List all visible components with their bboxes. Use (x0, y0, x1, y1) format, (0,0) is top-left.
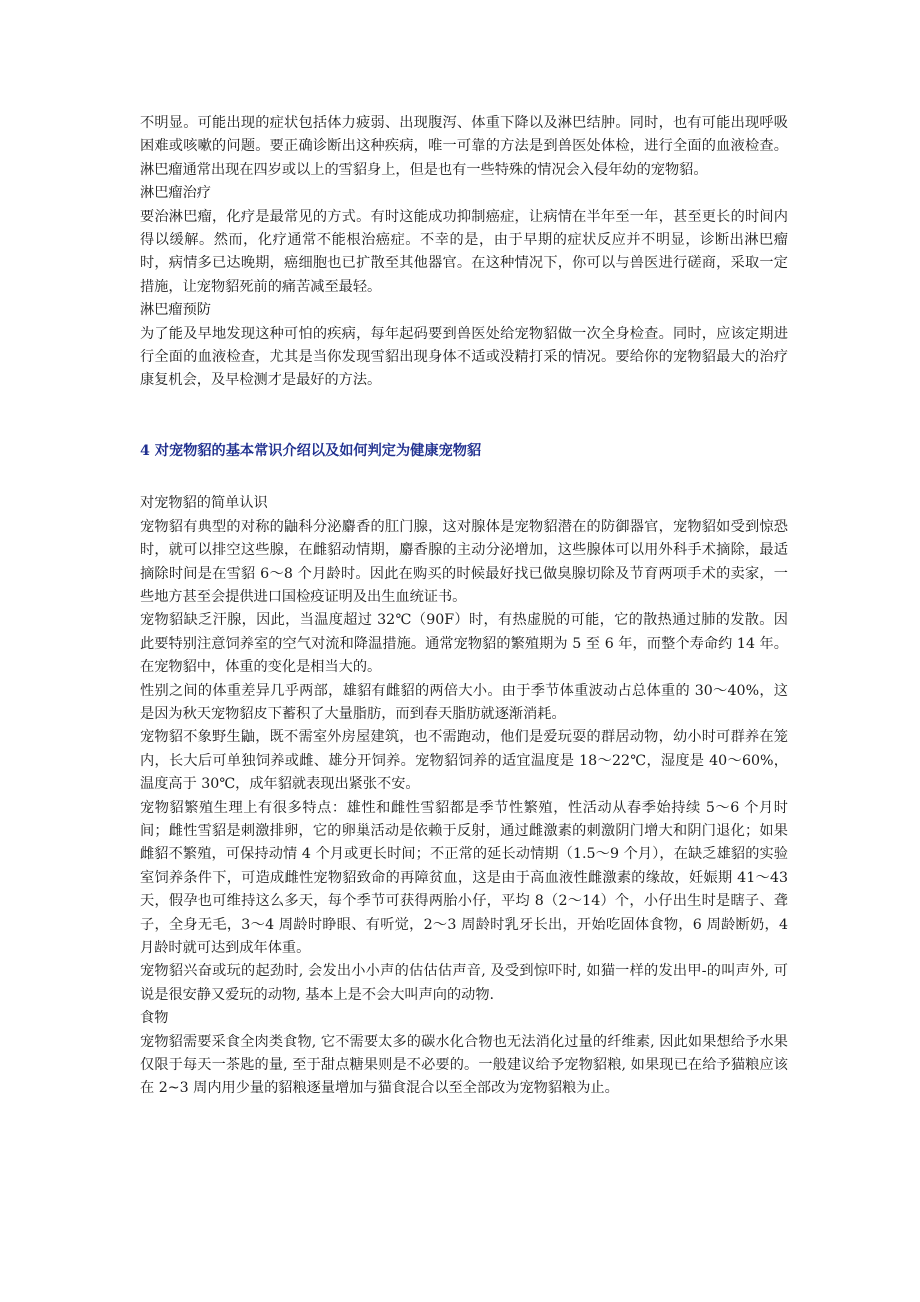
section-title-ferret-basics: 4 对宠物貂的基本常识介绍以及如何判定为健康宠物貂 (140, 442, 482, 459)
paragraph-lymphoma-prevention: 为了能及早地发现这种可怕的疾病，每年起码要到兽医处给宠物貂做一次全身检查。同时，应该定期进行全面的血液检查，尤其是当你发现雪貂出现身体不适或没精打采的情况。要给你的宠物貂最大的治疗康复机会，及早检测才是最好的方法。 (140, 325, 788, 389)
document-page (140, 112, 788, 1101)
heading-lymphoma-prevention: 淋巴瘤预防 (140, 302, 211, 319)
paragraph-housing: 宠物貂不象野生鼬，既不需室外房屋建筑，也不需跑动，他们是爱玩耍的群居动物，幼小时可群养在笼内，长大后可单独饲养或雌、雄分开饲养。宠物貂饲养的适宜温度是 18～22℃，湿度是 40～60%，温度高于 30℃，成年貂就表现出紧张不安。 (140, 729, 788, 793)
paragraph-sweat-glands: 宠物貂缺乏汗腺，因此，当温度超过 32℃（90F）时，有热虚脱的可能，它的散热通过肺的发散。因此要特别注意饲养室的空气对流和降温措施。通常宠物貂的繁殖期为 5 至 6 年，而整个寿命约 14 年。在宠物貂中，体重的变化是相当大的。 (140, 612, 788, 676)
paragraph-food: 宠物貂需要采食全肉类食物, 它不需要太多的碳水化合物也无法消化过量的纤维素, 因此如果想给予水果仅限于每天一茶匙的量, 至于甜点糖果则是不必要的。一般建议给予宠物貂粮, 如果现已在给予猫粮应该在 2~3 周内用少量的貂粮逐量增加与猫食混合以至全部改为宠物貂粮为止。 (140, 1033, 788, 1097)
paragraph-sounds: 宠物貂兴奋或玩的起劲时, 会发出小小声的估估估声音, 及受到惊吓时, 如猫一样的发出甲-的叫声外, 可说是很安静又爱玩的动物, 基本上是不会大叫声向的动物. (140, 963, 788, 1003)
paragraph-reproduction: 宠物貂繁殖生理上有很多特点：雄性和雌性雪貂都是季节性繁殖，性活动从春季始持续 5～6 个月时间；雌性雪貂是刺激排卵，它的卵巢活动是依赖于反射，通过雌激素的刺激阴门增大和阴门退化；如果雌貂不繁殖，可保持动情 4 个月或更长时间；不正常的延长动情期（1.5～9 个月），在缺乏雄貂的实验室饲养条件下，可造成雌性宠物貂致命的再障贫血，这是由于高血液性雌激素的缘故，妊娠期 41～43 天，假孕也可维持这么多天，每个季节可获得两胎小仔，平均 8（2～14）个，小仔出生时是瞎子、聋子，全身无毛，3～4 周龄时睁眼、有听觉，2～3 周龄时乳牙长出，开始吃固体食物，6 周龄断奶，4 月龄时就可达到成年体重。 (140, 799, 788, 956)
heading-food: 食物 (140, 1010, 169, 1027)
heading-ferret-overview: 对宠物貂的简单认识 (140, 495, 268, 512)
section-spacer (140, 393, 788, 440)
heading-lymphoma-treatment: 淋巴瘤治疗 (140, 185, 211, 202)
paragraph-lymphoma-treatment: 要治淋巴瘤，化疗是最常见的方式。有时这能成功抑制癌症，让病情在半年至一年，甚至更长的时间内得以缓解。然而，化疗通常不能根治癌症。不幸的是，由于早期的症状反应并不明显，诊断出淋巴瘤时，病情多已达晚期，癌细胞也已扩散至其他器官。在这种情况下，你可以与兽医进行磋商，采取一定措施，让宠物貂死前的痛苦减至最轻。 (140, 208, 788, 295)
paragraph-lymphoma-symptoms: 不明显。可能出现的症状包括体力疲弱、出现腹泻、体重下降以及淋巴结肿。同时，也有可能出现呼吸困难或咳嗽的问题。要正确诊断出这种疾病，唯一可靠的方法是到兽医处体检，进行全面的血液检查。淋巴瘤通常出现在四岁或以上的雪貂身上，但是也有一些特殊的情况会入侵年幼的宠物貂。 (140, 115, 788, 178)
section-spacer (140, 463, 788, 492)
paragraph-weight-difference: 性别之间的体重差异几乎两部，雄貂有雌貂的两倍大小。由于季节体重波动占总体重的 30～40%，这是因为秋天宠物貂皮下蓄积了大量脂肪，而到春天脂肪就逐渐消耗。 (140, 682, 788, 722)
paragraph-scent-glands: 宠物貂有典型的对称的鼬科分泌麝香的肛门腺，这对腺体是宠物貂潜在的防御器官，宠物貂如受到惊恐时，就可以排空这些腺，在雌貂动情期，麝香腺的主动分泌增加，这些腺体可以用外科手术摘除，最适摘除时间是在雪貂 6～8 个月龄时。因此在购买的时候最好找已做臭腺切除及节育两项手术的卖家，一些地方甚至会提供进口国检疫证明及出生血统证书。 (140, 518, 788, 605)
